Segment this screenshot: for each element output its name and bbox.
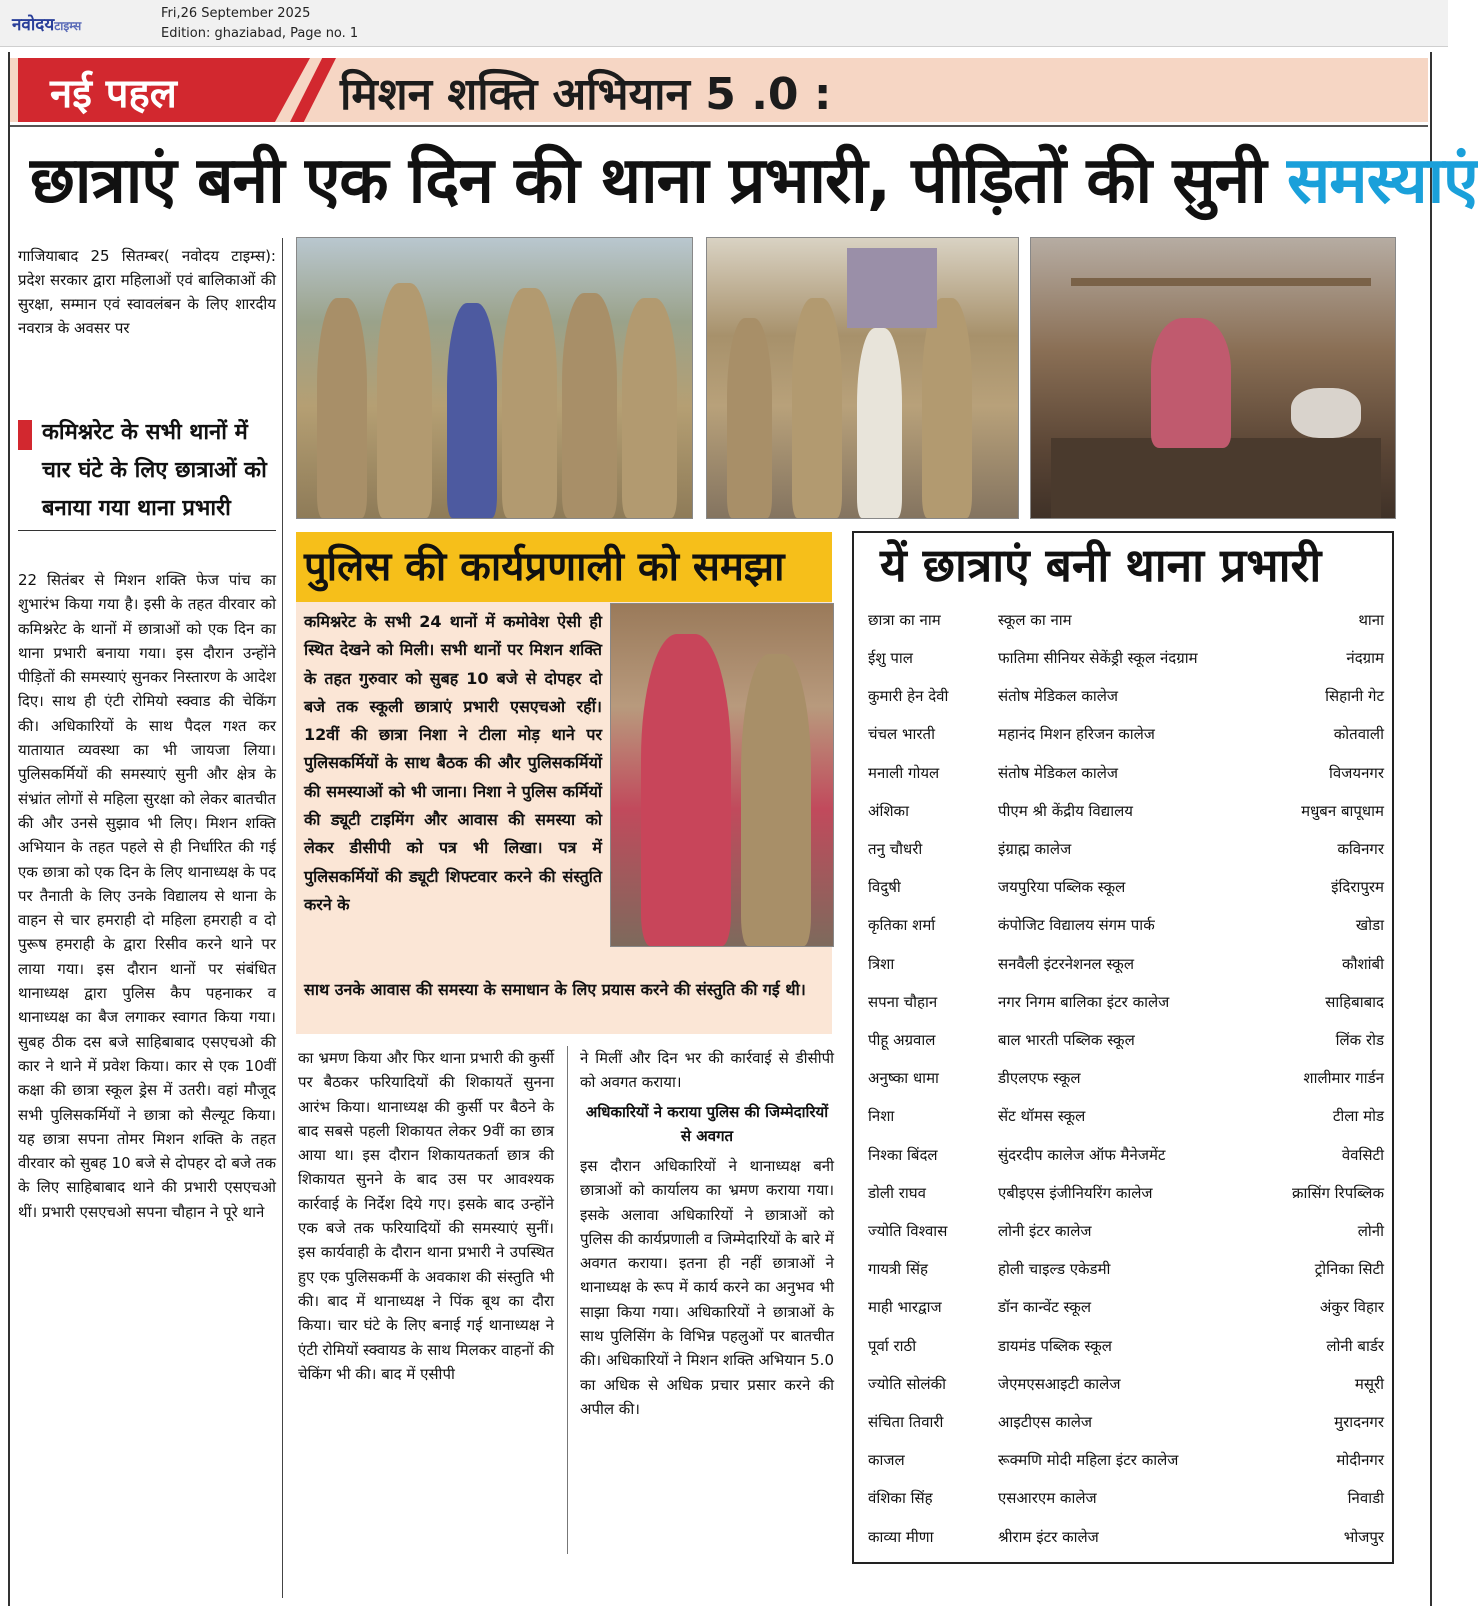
school-name-cell: महानंद मिशन हरिजन कालेज — [998, 725, 1155, 744]
police-station-cell: शालीमार गार्डन — [1303, 1069, 1384, 1088]
article-body-left: 22 सितंबर से मिशन शक्ति फेज पांच का शुभारंभ किया गया है। इसी के तहत वीरवार को कमिश्नरेट के थानों में छात्राओं को एक दिन का थाना प्रभारी बनाया गया। इस दौरान उन्होंने पीड़ितों की समस्याएं सुनकर निस्तारण के आदेश दिए। साथ ही एंटी रोमियो स्क्वाड की चेकिंग की। अधिकारियों के साथ पैदल गश्त कर यातायात व्यवस्था का भी जायजा लिया। पुलिसकर्मियों की समस्याएं सुनी और क्षेत्र के संभ्रांत लोगों से महिला सुरक्षा को लेकर बातचीत की और उनसे सुझाव भी लिए। मिशन शक्ति अभियान के तहत पहले से ही निर्धारित की गई एक छात्रा को एक दिन के लिए थानाध्यक्ष के पद पर तैनाती के लिए उनके विद्यालय से थाना के वाहन से चार हमराही दो महिला हमराही व दो पुरूष हमराही के द्वारा रिसीव करने थाने पर लाया गया। इस दौरान थानों पर संबंधित थानाध्यक्ष द्वारा पुलिस कैप पहनाकर व थानाध्यक्ष का बैज लगाकर स्वागत किया गया। सुबह ठीक दस बजे साहिबाबाद एसएचओ की कार ने थाने में प्रवेश किया। कार से एक 10वीं कक्षा की छात्रा स्कूल ड्रेस में उतरी। वहां मौजूद सभी पुलिसकर्मियों ने छात्रा को सैल्यूट किया। यह छात्रा सपना तोमर मिशन शक्ति के तहत वीरवार को सुबह 10 बजे से दोपहर दो बजे तक के लिए साहिबाबाद थाने की प्रभारी एसएचओ थीं। प्रभारी एसएचओ सपना चौहान ने पूरे थाने — [18, 571, 276, 1221]
header-school-name: स्कूल का नाम — [998, 611, 1072, 629]
school-name-cell: डायमंड पब्लिक स्कूल — [998, 1336, 1112, 1355]
police-station-cell: निवाडी — [1347, 1489, 1384, 1508]
table-row — [862, 1527, 1390, 1565]
school-name-cell: जयपुरिया पब्लिक स्कूल — [998, 878, 1126, 897]
table-row — [862, 915, 1390, 953]
student-name-cell: अंशिका — [868, 801, 909, 820]
headline-main: छात्राएं बनी एक दिन की थाना प्रभारी, पीड़ितों की सुनी — [30, 144, 1288, 218]
student-name-cell: निशा — [868, 1107, 895, 1126]
student-name-cell: ज्योति सोलंकी — [868, 1374, 946, 1393]
header-police-station: थाना — [1358, 611, 1384, 629]
table-row — [862, 1259, 1390, 1297]
table-row — [862, 877, 1390, 915]
school-name-cell: सेंट थॉमस स्कूल — [998, 1107, 1086, 1126]
police-station-cell: कोतवाली — [1333, 725, 1384, 744]
school-name-cell: संतोष मेडिकल कालेज — [998, 763, 1119, 782]
table-row — [862, 839, 1390, 877]
school-name-cell: श्रीराम इंटर कालेज — [998, 1527, 1099, 1546]
newspaper-logo[interactable] — [12, 12, 81, 35]
photo-student-with-officer[interactable] — [610, 603, 834, 947]
table-row — [862, 801, 1390, 839]
police-station-cell: साहिबाबाद — [1325, 992, 1384, 1011]
box-title: पुलिस की कार्यप्रणाली को समझा — [304, 544, 785, 590]
school-name-cell: फातिमा सीनियर सेकेंड्री स्कूल नंदग्राम — [998, 649, 1198, 667]
banner-rule — [10, 125, 1428, 127]
student-name-cell: तनु चौधरी — [868, 840, 923, 858]
kicker-text: नई पहल — [50, 71, 177, 117]
table-header-row — [862, 610, 1390, 648]
police-station-cell: लिंक रोड — [1335, 1031, 1384, 1049]
school-name-cell: कंपोजिट विद्यालय संगम पार्क — [998, 916, 1155, 935]
article-highlight: कमिश्नरेट के सभी थानों में चार घंटे के लिए छात्राओं को बनाया गया थाना प्रभारी — [42, 420, 267, 521]
police-station-cell: क्रासिंग रिपब्लिक — [1292, 1183, 1384, 1202]
police-station-cell: वेवसिटी — [1341, 1145, 1384, 1164]
article-dateline: गाजियाबाद 25 सितम्बर( नवोदय टाइम्स): प्रदेश सरकार द्वारा महिलाओं एवं बालिकाओं की सुरक्षा, सम्मान एवं स्वावलंबन के लिए शारदीय नवरात्र के अवसर पर — [18, 247, 276, 337]
table-row — [862, 1183, 1390, 1221]
police-station-cell: लोनी बार्डर — [1326, 1336, 1384, 1355]
table-row — [862, 992, 1390, 1030]
school-name-cell: सुंदरदीप कालेज ऑफ मैनेजमेंट — [998, 1145, 1166, 1164]
police-station-cell: मुरादनगर — [1334, 1413, 1384, 1431]
student-name-cell: चंचल भारती — [868, 725, 935, 744]
header-student-name: छात्रा का नाम — [868, 611, 941, 629]
student-name-cell: सपना चौहान — [868, 992, 938, 1011]
school-name-cell: सनवैली इंटरनेशनल स्कूल — [998, 954, 1135, 973]
table-row — [862, 1297, 1390, 1335]
school-name-cell: आइटीएस कालेज — [998, 1413, 1093, 1431]
police-station-cell: लोनी — [1357, 1222, 1384, 1240]
student-name-cell: माही भारद्वाज — [868, 1298, 942, 1317]
police-station-cell: ट्रोनिका सिटी — [1314, 1260, 1384, 1279]
school-name-cell: एबीइएस इंजीनियरिंग कालेज — [998, 1183, 1153, 1202]
table-row — [862, 1450, 1390, 1488]
student-name-cell: ज्योति विश्वास — [868, 1222, 948, 1240]
school-name-cell: पीएम श्री केंद्रीय विद्यालय — [998, 801, 1133, 820]
student-name-cell: मनाली गोयल — [868, 763, 940, 782]
police-station-cell: मधुबन बापूधाम — [1301, 801, 1384, 820]
student-name-cell: गायत्री सिंह — [868, 1260, 928, 1279]
edition-date: Fri,26 September 2025 — [161, 6, 311, 21]
student-name-cell: डोली राघव — [868, 1183, 926, 1202]
table-row — [862, 1068, 1390, 1106]
school-name-cell: इंग्राह्म कालेज — [998, 840, 1072, 858]
page-headline — [30, 134, 1478, 221]
police-station-cell: अंकुर विहार — [1319, 1298, 1384, 1317]
police-station-cell: मोदीनगर — [1336, 1451, 1384, 1470]
table-row — [862, 648, 1390, 686]
school-name-cell: संतोष मेडिकल कालेज — [998, 687, 1119, 706]
table-row — [862, 686, 1390, 724]
middle-column-separator — [567, 1046, 568, 1554]
student-name-cell: पूर्वा राठी — [868, 1336, 917, 1355]
police-station-cell: कौशांबी — [1342, 954, 1384, 973]
school-name-cell: डॉन कान्वेंट स्कूल — [998, 1298, 1092, 1317]
police-station-cell: टीला मोड — [1332, 1107, 1384, 1126]
banner-subhead: मिशन शक्ति अभियान 5 .0 : — [340, 69, 832, 120]
photo-student-in-office[interactable] — [1030, 237, 1396, 519]
table-row — [862, 1030, 1390, 1068]
police-station-cell: खोडा — [1355, 916, 1384, 935]
logo-sub: टाइम्स — [54, 19, 82, 33]
school-name-cell: बाल भारती पब्लिक स्कूल — [998, 1031, 1135, 1049]
box-text-part2: साथ उनके आवास की समस्या के समाधान के लिए प्रयास करने की संस्तुति की गई थी। — [304, 980, 806, 999]
student-name-cell: संचिता तिवारी — [868, 1413, 944, 1431]
student-name-cell: वंशिका सिंह — [868, 1489, 933, 1508]
school-name-cell: रूक्मणि मोदी महिला इंटर कालेज — [998, 1451, 1179, 1470]
student-name-cell: काव्या मीणा — [868, 1527, 934, 1546]
article-body-middle-2-top: ने मिलीं और दिन भर की कार्रवाई से डीसीपी को अवगत कराया। — [580, 1049, 834, 1092]
students-table-title: यें छात्राएं बनी थाना प्रभारी — [880, 538, 1322, 592]
table-row — [862, 1374, 1390, 1412]
table-row — [862, 1412, 1390, 1450]
student-name-cell: कुमारी हेन देवी — [868, 687, 949, 706]
logo-main: नवोदय — [12, 15, 55, 35]
edition-info: Edition: ghaziabad, Page no. 1 — [161, 26, 359, 41]
headline-highlight: समस्याएं — [1287, 144, 1478, 218]
photo-group-welcome[interactable] — [296, 237, 693, 519]
student-name-cell: कृतिका शर्मा — [868, 916, 936, 935]
article-body-middle-1: का भ्रमण किया और फिर थाना प्रभारी की कुर्सी पर बैठकर फरियादियों की शिकायतें सुनना आरंभ किया। थानाध्यक्ष की कुर्सी पर बैठने के बाद सबसे पहली शिकायत लेकर 9वीं का छात्र आया था। इस दौरान शिकायतकर्ता छात्र की शिकायत सुनने के बाद उस पर आवश्यक कार्रवाई के निर्देश दिये गए। इसके बाद उन्होंने एक बजे तक फरियादियों की समस्याएं सुनीं। इस कार्यवाही के दौरान थाना प्रभारी ने उपस्थित हुए एक पुलिसकर्मी के अवकाश की संस्तुति भी की। बाद में थानाध्यक्ष ने पिंक बूथ का दौरा किया। चार घंटे के लिए बनाई गई थानाध्यक्ष ने एंटी रोमियों स्क्वायड के साथ मिलकर वाहनों की चेकिंग भी की। बाद में एसीपी — [298, 1049, 554, 1383]
table-row — [862, 954, 1390, 992]
police-station-cell: मसूरी — [1354, 1374, 1384, 1393]
student-name-cell: पीहू अग्रवाल — [868, 1031, 936, 1049]
school-name-cell: होली चाइल्ड एकेडमी — [998, 1260, 1111, 1279]
highlight-rule — [18, 530, 276, 531]
article-body-middle-2: इस दौरान अधिकारियों ने थानाध्यक्ष बनी छात्राओं को कार्यालय का भ्रमण कराया गया। इसके अलावा अधिकारियों ने छात्राओं को पुलिस की कार्यप्रणाली व जिम्मेदारियों के बारे में अवगत कराया। इतना ही नहीं छात्राओं ने थानाध्यक्ष के रूप में कार्य करने का अनुभव भी साझा किया गया। अधिकारियों ने छात्राओं के साथ पुलिसिंग के विभिन्न पहलुओं पर बातचीत की। अधिकारियों ने मिशन शक्ति अभियान 5.0 का अधिक से अधिक प्रचार प्रसार करने की अपील की। — [580, 1157, 834, 1418]
police-station-cell: विजयनगर — [1329, 763, 1384, 782]
student-name-cell: त्रिशा — [868, 954, 895, 973]
school-name-cell: एसआरएम कालेज — [998, 1489, 1097, 1508]
student-name-cell: काजल — [868, 1451, 905, 1470]
police-station-cell: भोजपुर — [1343, 1527, 1384, 1546]
table-row — [862, 724, 1390, 762]
table-row — [862, 1145, 1390, 1183]
student-name-cell: विदुषी — [868, 878, 901, 897]
article-subhead: अधिकारियों ने कराया पुलिस की जिम्मेदारियों से अवगत — [585, 1103, 829, 1145]
table-row — [862, 1106, 1390, 1144]
student-name-cell: निश्का बिंदल — [868, 1145, 938, 1164]
school-name-cell: लोनी इंटर कालेज — [998, 1222, 1092, 1240]
police-station-cell: सिहानी गेट — [1325, 687, 1384, 706]
table-row — [862, 1488, 1390, 1526]
photo-foot-patrol[interactable] — [706, 237, 1019, 519]
school-name-cell: नगर निगम बालिका इंटर कालेज — [998, 992, 1170, 1011]
highlight-bullet — [18, 420, 32, 450]
school-name-cell: डीएलएफ स्कूल — [998, 1069, 1081, 1088]
police-station-cell: इंदिरापुरम — [1331, 878, 1384, 897]
police-station-cell: कविनगर — [1337, 840, 1384, 858]
school-name-cell: जेएमएसआइटी कालेज — [998, 1374, 1121, 1393]
table-row — [862, 763, 1390, 801]
table-row — [862, 1221, 1390, 1259]
student-name-cell: अनुष्का धामा — [868, 1069, 939, 1088]
student-name-cell: ईशु पाल — [868, 649, 913, 667]
column-separator — [282, 238, 283, 1598]
police-station-cell: नंदग्राम — [1346, 649, 1384, 667]
box-text-part1: कमिश्नरेट के सभी 24 थानों में कमोवेश ऐसी ही स्थित देखने को मिली। सभी थानों पर मिशन शक्ति के तहत गुरुवार को सुबह 10 बजे से दोपहर दो बजे तक स्कूली छात्राएं प्रभारी एसएचओ रहीं। 12वीं की छात्रा निशा ने टीला मोड़ थाने पर पुलिसकर्मियों के साथ बैठक की और पुलिसकर्मियों की समस्याओं को भी जाना। निशा ने पुलिस कर्मियों की ड्यूटी टाइमिंग और आवास की समस्या को लेकर डीसीपी को पत्र भी लिखा। पत्र में पुलिसकर्मियों की ड्यूटी शिफ्टवार करने की संस्तुति करने के — [304, 612, 602, 914]
table-row — [862, 1336, 1390, 1374]
